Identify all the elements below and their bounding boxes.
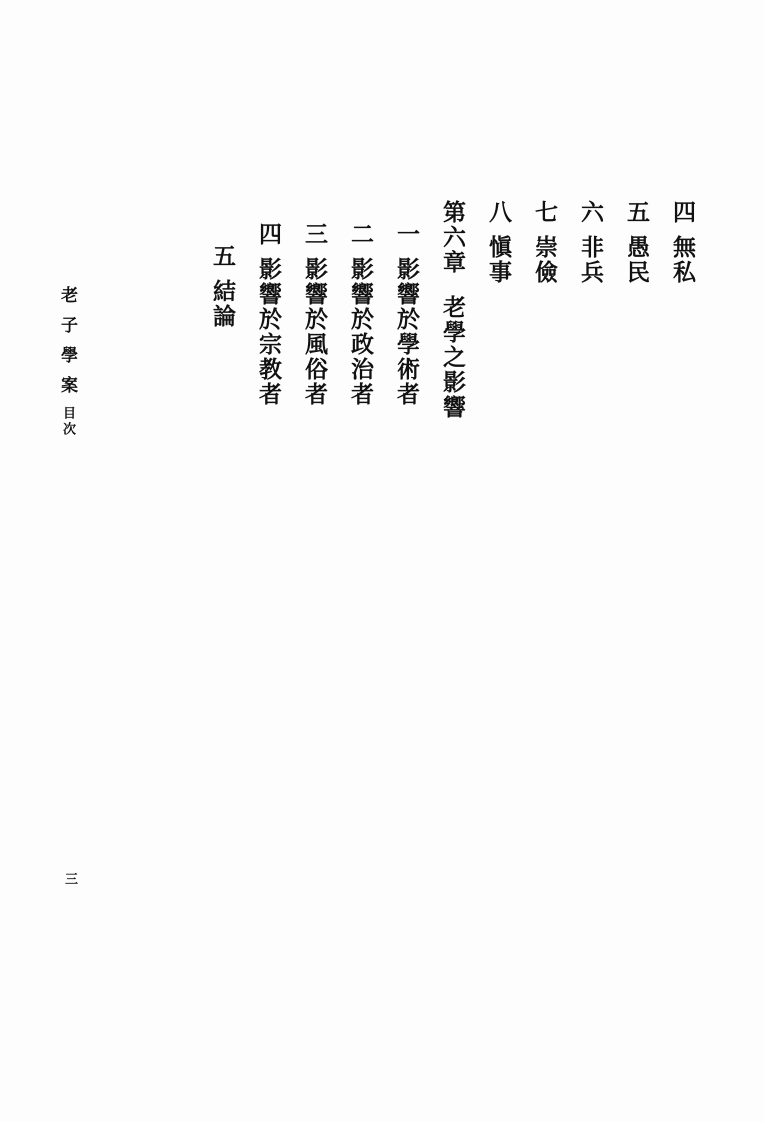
toc-entry-chongjian (510, 200, 556, 285)
toc-entry-fengsu (280, 200, 326, 407)
toc-entry-number: 六 (577, 200, 604, 225)
toc-entry-number: 二 (347, 222, 374, 247)
toc-entry-xueshu (372, 200, 418, 407)
toc-entry-wusi (648, 200, 694, 285)
toc-entry-zongjiao (234, 200, 280, 407)
toc-entry-label: 崇儉 (531, 235, 558, 285)
toc-entry-label: 影響於學術者 (393, 257, 420, 407)
toc-entry-number: 七 (531, 200, 558, 225)
toc-entry-number: 五 (623, 200, 650, 225)
toc-entry-label: 影響於宗教者 (255, 257, 282, 407)
running-head (58, 286, 75, 438)
toc-entry-zhengzhi (326, 200, 372, 407)
toc-entry-label: 愚民 (623, 235, 650, 285)
toc-chapter-six (418, 200, 464, 420)
toc-entry-number: 五 (209, 244, 236, 269)
toc-chapter-label: 老學之影響 (439, 295, 466, 420)
running-head-subtitle: 目次 (60, 406, 75, 438)
running-head-title: 老子學案 (57, 286, 77, 406)
toc-entry-number: 三 (301, 222, 328, 247)
table-of-contents (188, 200, 694, 420)
toc-entry-label: 非兵 (577, 235, 604, 285)
toc-chapter-number: 第六章 (439, 200, 466, 275)
toc-chapter-spacer (418, 285, 464, 295)
toc-entry-label: 結論 (209, 279, 236, 329)
toc-entry-feibing (556, 200, 602, 285)
toc-entry-number: 八 (485, 200, 512, 225)
toc-entry-label: 無私 (669, 235, 696, 285)
toc-entry-number: 四 (669, 200, 696, 225)
toc-entry-yumin (602, 200, 648, 285)
toc-entry-shenshi (464, 200, 510, 285)
toc-entry-number: 一 (393, 222, 420, 247)
toc-entry-jielun (188, 200, 234, 329)
toc-entry-label: 愼事 (485, 235, 512, 285)
toc-entry-number: 四 (255, 222, 282, 247)
toc-entry-label: 影響於風俗者 (301, 257, 328, 407)
page-number: 三 (62, 872, 77, 886)
toc-entry-label: 影響於政治者 (347, 257, 374, 407)
